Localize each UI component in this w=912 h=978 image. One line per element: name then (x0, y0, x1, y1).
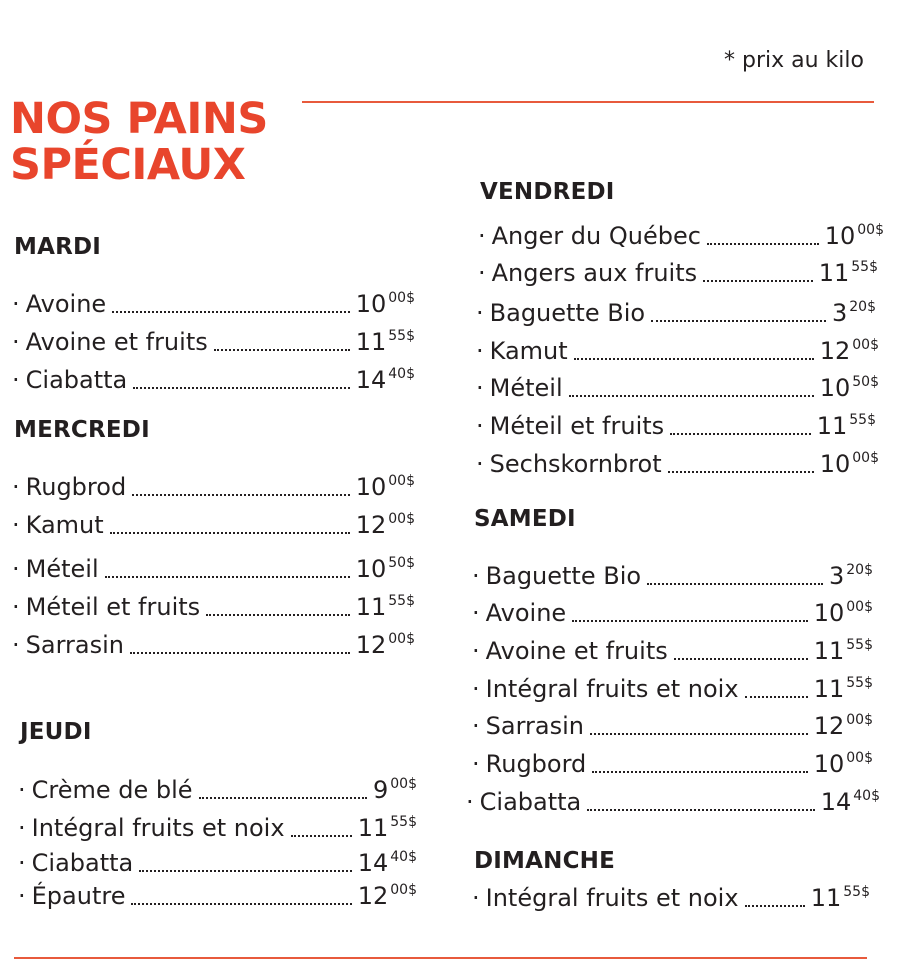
day-heading-samedi: SAMEDI (474, 506, 576, 532)
menu-item: · Méteil et fruits 11 $^{55\$}$ (476, 412, 876, 440)
bottom-divider (14, 957, 867, 959)
item-price: 10 $^{00\$}$ (813, 599, 873, 627)
leader-dots (707, 243, 819, 245)
leader-dots (199, 797, 367, 799)
menu-item: · Intégral fruits et noix 11 $^{55\$}$ (18, 814, 417, 842)
menu-item: · Baguette Bio 3 $^{20\$}$ (472, 562, 873, 590)
leader-dots (703, 280, 813, 282)
leader-dots (670, 433, 811, 435)
item-price: 9 $^{00\$}$ (372, 776, 417, 804)
leader-dots (206, 614, 350, 616)
menu-item: · Intégral fruits et noix 11 $^{55\$}$ (472, 884, 870, 912)
leader-dots (572, 620, 808, 622)
item-price: 12 $^{00\$}$ (819, 337, 879, 365)
item-price: 10 $^{00\$}$ (813, 750, 873, 778)
item-price: 3 $^{20\$}$ (831, 299, 876, 327)
item-price: 12 $^{00\$}$ (357, 882, 417, 910)
menu-item: · Épautre 12 $^{00\$}$ (18, 882, 417, 910)
day-heading-dimanche: DIMANCHE (474, 848, 616, 874)
item-price: 11 $^{55\$}$ (357, 814, 417, 842)
menu-item: · Ciabatta 14 $^{40\$}$ (18, 849, 417, 877)
item-price: 11 $^{55\$}$ (355, 328, 415, 356)
menu-item: · Avoine 10 $^{00\$}$ (472, 599, 873, 627)
leader-dots (651, 320, 826, 322)
menu-item: · Intégral fruits et noix 11 $^{55\$}$ (472, 675, 873, 703)
leader-dots (112, 311, 350, 313)
menu-item: · Rugbord 10 $^{00\$}$ (472, 750, 873, 778)
leader-dots (668, 471, 814, 473)
leader-dots (674, 658, 808, 660)
item-price: 10 $^{50\$}$ (355, 555, 415, 583)
leader-dots (133, 387, 349, 389)
item-price: 10 $^{00\$}$ (819, 450, 879, 478)
item-price: 11 $^{55\$}$ (813, 637, 873, 665)
leader-dots (291, 835, 352, 837)
item-price: 11 $^{55\$}$ (813, 675, 873, 703)
leader-dots (647, 583, 823, 585)
menu-item: · Sarrasin 12 $^{00\$}$ (12, 631, 415, 659)
menu-item: · Sarrasin 12 $^{00\$}$ (472, 712, 873, 740)
menu-item: · Méteil et fruits 11 $^{55\$}$ (12, 593, 415, 621)
leader-dots (745, 696, 808, 698)
item-price: 10 $^{00\$}$ (355, 290, 415, 318)
menu-item: · Méteil 10 $^{50\$}$ (476, 374, 879, 402)
day-heading-jeudi: JEUDI (20, 719, 92, 745)
leader-dots (745, 905, 805, 907)
menu-item: · Ciabatta 14 $^{40\$}$ (12, 366, 415, 394)
item-price: 10 $^{00\$}$ (355, 473, 415, 501)
menu-item: · Ciabatta 14 $^{40\$}$ (466, 788, 880, 816)
item-price: 12 $^{00\$}$ (813, 712, 873, 740)
leader-dots (105, 576, 350, 578)
leader-dots (592, 771, 807, 773)
item-price: 14 $^{40\$}$ (820, 788, 880, 816)
leader-dots (587, 809, 814, 811)
item-price: 14 $^{40\$}$ (357, 849, 417, 877)
menu-item: · Avoine et fruits 11 $^{55\$}$ (472, 637, 873, 665)
menu-item: · Anger du Québec 10 $^{00\$}$ (478, 222, 884, 250)
menu-item: · Sechskornbrot 10 $^{00\$}$ (476, 450, 879, 478)
title-line-2: SPÉCIAUX (10, 140, 246, 190)
menu-item: · Avoine et fruits 11 $^{55\$}$ (12, 328, 415, 356)
item-price: 3 $^{20\$}$ (828, 562, 873, 590)
menu-item: · Kamut 12 $^{00\$}$ (12, 511, 415, 539)
item-price: 10 $^{50\$}$ (819, 374, 879, 402)
menu-item: · Angers aux fruits 11 $^{55\$}$ (478, 259, 878, 287)
item-price: 11 $^{55\$}$ (818, 259, 878, 287)
leader-dots (132, 494, 350, 496)
top-divider (302, 101, 874, 103)
leader-dots (574, 358, 814, 360)
item-price: 12 $^{00\$}$ (355, 511, 415, 539)
day-heading-mardi: MARDI (14, 234, 102, 260)
leader-dots (131, 903, 351, 905)
menu-item: · Méteil 10 $^{50\$}$ (12, 555, 415, 583)
day-heading-mercredi: MERCREDI (14, 417, 150, 443)
leader-dots (214, 349, 350, 351)
menu-item: · Avoine 10 $^{00\$}$ (12, 290, 415, 318)
day-heading-vendredi: VENDREDI (480, 179, 615, 205)
item-price: 14 $^{40\$}$ (355, 366, 415, 394)
page-title (10, 96, 268, 188)
menu-item: · Rugbrod 10 $^{00\$}$ (12, 473, 415, 501)
menu-item: · Kamut 12 $^{00\$}$ (476, 337, 879, 365)
title-line-1: NOS PAINS (10, 94, 268, 144)
item-price: 10 $^{00\$}$ (824, 222, 884, 250)
menu-item: · Baguette Bio 3 $^{20\$}$ (476, 299, 876, 327)
menu-item: · Crème de blé 9 $^{00\$}$ (18, 776, 417, 804)
item-price: 11 $^{55\$}$ (816, 412, 876, 440)
leader-dots (130, 652, 350, 654)
leader-dots (590, 733, 808, 735)
item-price: 12 $^{00\$}$ (355, 631, 415, 659)
item-price: 11 $^{55\$}$ (355, 593, 415, 621)
leader-dots (110, 532, 350, 534)
leader-dots (569, 395, 814, 397)
price-per-kilo-note: * prix au kilo (724, 48, 864, 73)
leader-dots (139, 870, 351, 872)
item-price: 11 $^{55\$}$ (810, 884, 870, 912)
